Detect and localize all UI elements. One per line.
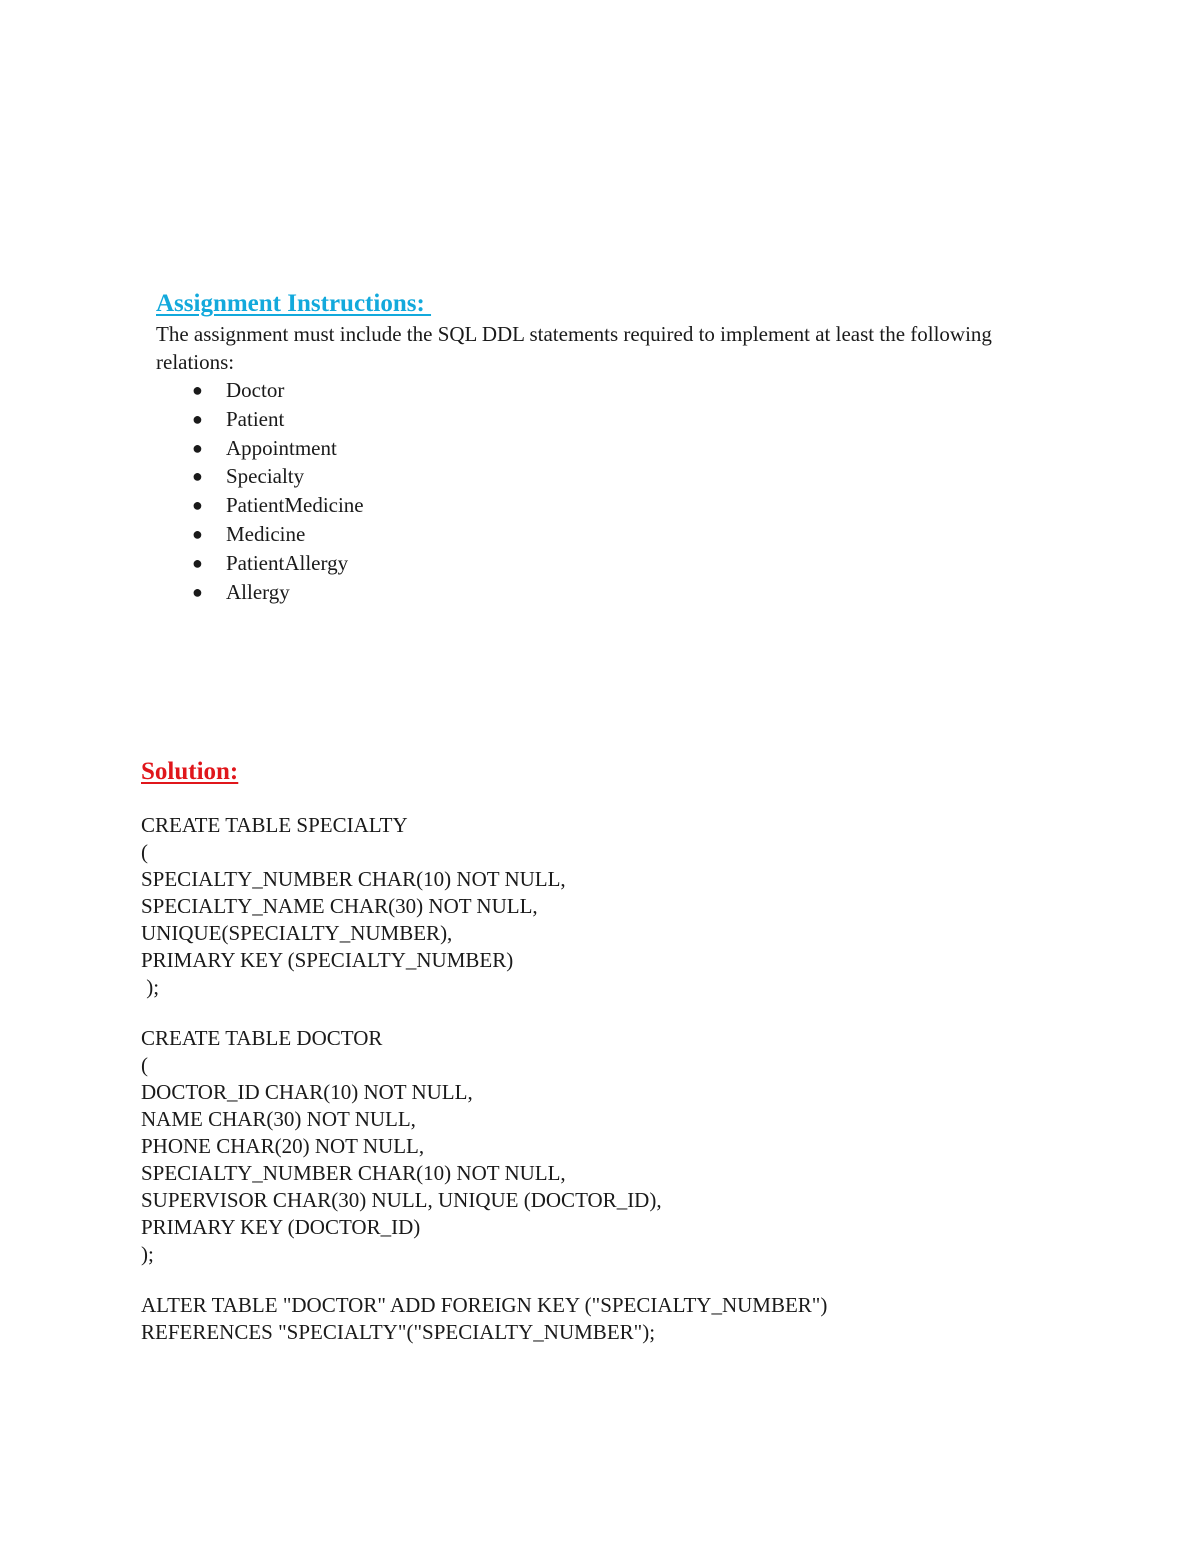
sql-line: SUPERVISOR CHAR(30) NULL, UNIQUE (DOCTOR_ID),	[141, 1188, 662, 1212]
relation-label: Doctor	[226, 378, 285, 402]
instructions-text: The assignment must include the SQL DDL statements required to implement at least the following relations:	[156, 322, 992, 374]
relation-label: Specialty	[226, 464, 305, 489]
solution-heading: Solution:	[141, 758, 239, 785]
list-item	[192, 491, 1056, 520]
sql-line: (	[141, 1053, 148, 1077]
bullet-icon: ●	[192, 437, 203, 458]
bullet-icon: ●	[192, 495, 203, 516]
relation-label: Allergy	[226, 579, 290, 604]
sql-line: UNIQUE(SPECIALTY_NUMBER),	[141, 921, 453, 945]
list-item	[192, 578, 1056, 607]
sql-line: PRIMARY KEY (SPECIALTY_NUMBER)	[141, 948, 514, 972]
list-item	[192, 434, 1056, 463]
sql-line: DOCTOR_ID CHAR(10) NOT NULL,	[141, 1080, 473, 1104]
relation-label: Appointment	[226, 435, 337, 460]
list-item	[192, 462, 1056, 491]
bullet-icon: ●	[192, 581, 203, 602]
sql-line: REFERENCES "SPECIALTY"("SPECIALTY_NUMBER");	[141, 1320, 656, 1344]
sql-line: PRIMARY KEY (DOCTOR_ID)	[141, 1215, 421, 1239]
create-doctor-statement	[141, 1025, 1091, 1268]
instructions-heading: Assignment Instructions:	[156, 290, 432, 317]
list-item	[192, 549, 1056, 578]
sql-line: SPECIALTY_NAME CHAR(30) NOT NULL,	[141, 894, 538, 918]
relation-label: PatientAllergy	[226, 550, 349, 575]
list-item	[192, 376, 1056, 405]
solution-section	[141, 756, 1091, 1370]
sql-line: CREATE TABLE DOCTOR	[141, 1026, 383, 1050]
sql-line: (	[141, 840, 148, 864]
bullet-icon: ●	[192, 380, 203, 400]
bullet-icon: ●	[192, 408, 203, 429]
bullet-icon: ●	[192, 466, 203, 487]
sql-line: PHONE CHAR(20) NOT NULL,	[141, 1134, 425, 1158]
relations-list	[192, 376, 1056, 606]
alter-doctor-statement	[141, 1292, 1091, 1346]
list-item	[192, 405, 1056, 434]
sql-line: SPECIALTY_NUMBER CHAR(10) NOT NULL,	[141, 867, 566, 891]
sql-line: NAME CHAR(30) NOT NULL,	[141, 1107, 416, 1131]
sql-line: CREATE TABLE SPECIALTY	[141, 813, 408, 837]
bullet-icon: ●	[192, 552, 203, 573]
sql-line: ALTER TABLE "DOCTOR" ADD FOREIGN KEY ("SPECIALTY_NUMBER")	[141, 1293, 828, 1317]
relation-label: PatientMedicine	[226, 493, 364, 518]
relation-label: Patient	[226, 406, 285, 431]
bullet-icon: ●	[192, 523, 203, 544]
assignment-instructions	[156, 288, 1056, 606]
relation-label: Medicine	[226, 521, 306, 546]
sql-line: );	[141, 1242, 154, 1266]
create-specialty-statement	[141, 812, 1091, 1001]
sql-line: );	[141, 975, 160, 999]
sql-line: SPECIALTY_NUMBER CHAR(10) NOT NULL,	[141, 1161, 566, 1185]
list-item	[192, 520, 1056, 549]
